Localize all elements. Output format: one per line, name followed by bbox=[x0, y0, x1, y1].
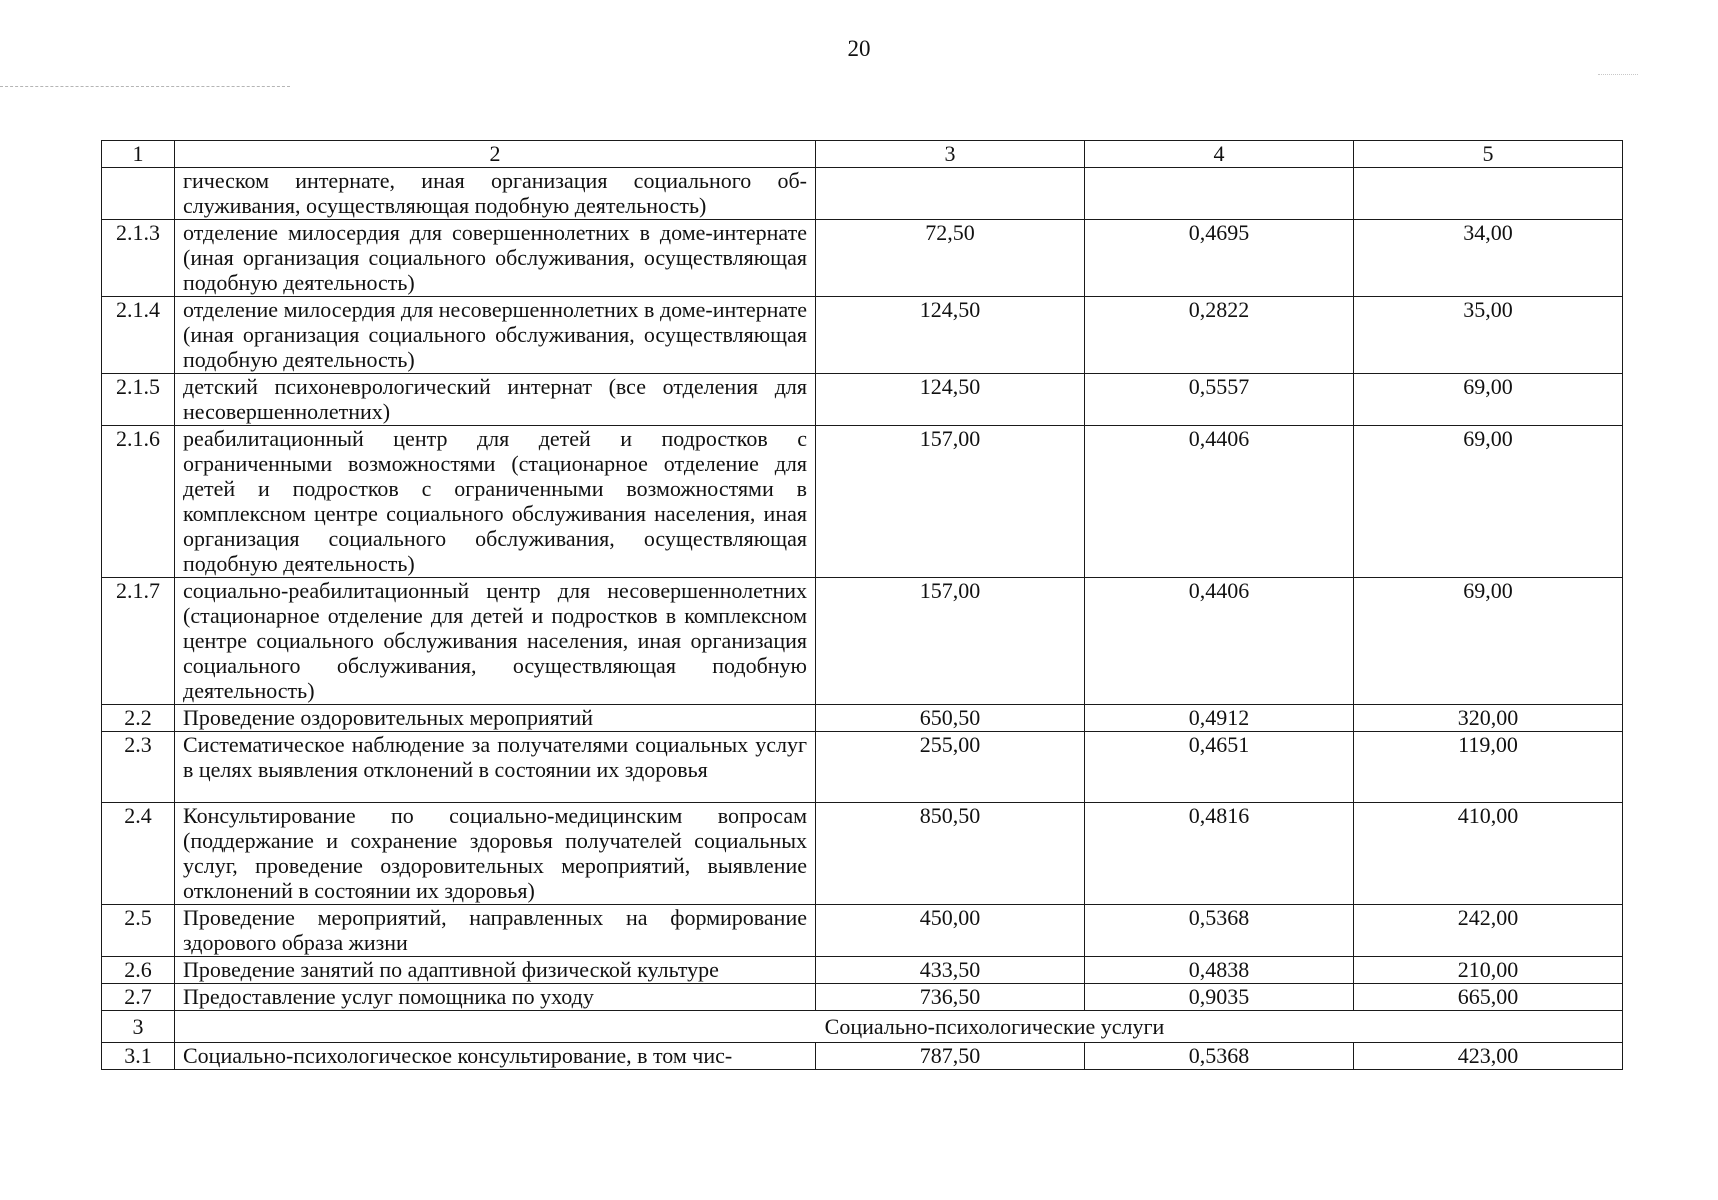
row-number: 2.7 bbox=[102, 984, 175, 1011]
table-row bbox=[102, 426, 1623, 578]
table-row bbox=[102, 732, 1623, 803]
row-value-col5: 410,00 bbox=[1354, 803, 1623, 905]
row-description: гическом интернате, иная организация социального об-служивания, осуществляющая подобную деятельность) bbox=[175, 168, 816, 220]
column-header: 5 bbox=[1354, 141, 1623, 168]
row-number: 2.1.5 bbox=[102, 374, 175, 426]
row-value-col4: 0,4406 bbox=[1085, 426, 1354, 578]
column-header: 2 bbox=[175, 141, 816, 168]
row-value-col5: 320,00 bbox=[1354, 705, 1623, 732]
row-value-col4: 0,4651 bbox=[1085, 732, 1354, 803]
row-value-col4: 0,4695 bbox=[1085, 220, 1354, 297]
row-description: Предоставление услуг помощника по уходу bbox=[175, 984, 816, 1011]
column-header: 1 bbox=[102, 141, 175, 168]
row-description: отделение милосердия для несовершеннолетних в доме-интернате (иная организация социального обслуживания, осуществляющая подобную деятельность) bbox=[175, 297, 816, 374]
row-description: Социально-психологическое консультирование, в том чис- bbox=[175, 1043, 816, 1070]
row-value-col5: 242,00 bbox=[1354, 905, 1623, 957]
table-row bbox=[102, 705, 1623, 732]
table-header-row bbox=[102, 141, 1623, 168]
row-value-col3: 157,00 bbox=[816, 578, 1085, 705]
table-row bbox=[102, 297, 1623, 374]
row-value-col4: 0,9035 bbox=[1085, 984, 1354, 1011]
row-value-col4: 0,4816 bbox=[1085, 803, 1354, 905]
table-row bbox=[102, 374, 1623, 426]
row-description: Проведение мероприятий, направленных на формирование здорового образа жизни bbox=[175, 905, 816, 957]
row-value-col4: 0,5368 bbox=[1085, 905, 1354, 957]
row-number: 2.1.4 bbox=[102, 297, 175, 374]
column-header: 3 bbox=[816, 141, 1085, 168]
row-number: 3.1 bbox=[102, 1043, 175, 1070]
row-number: 2.5 bbox=[102, 905, 175, 957]
row-value-col3: 736,50 bbox=[816, 984, 1085, 1011]
row-value-col4: 0,4406 bbox=[1085, 578, 1354, 705]
row-value-col5: 119,00 bbox=[1354, 732, 1623, 803]
tariff-table bbox=[101, 140, 1623, 1070]
scan-artifact-line bbox=[1598, 74, 1638, 75]
row-number: 2.6 bbox=[102, 957, 175, 984]
scan-artifact-line bbox=[0, 86, 290, 87]
row-description: Проведение оздоровительных мероприятий bbox=[175, 705, 816, 732]
row-value-col3: 157,00 bbox=[816, 426, 1085, 578]
row-value-col3: 650,50 bbox=[816, 705, 1085, 732]
row-description: реабилитационный центр для детей и подростков с ограниченными возможностями (стационарное отделение для детей и подростков с ограниченными возможностями в комплексном центре социального обслуживания населения, иная организация социального обслуживания, осуществляющая подобную деятельность) bbox=[175, 426, 816, 578]
row-value-col5: 35,00 bbox=[1354, 297, 1623, 374]
table-row bbox=[102, 984, 1623, 1011]
row-value-col4: 0,4838 bbox=[1085, 957, 1354, 984]
row-description: детский психоневрологический интернат (все отделения для несовершеннолетних) bbox=[175, 374, 816, 426]
row-description: социально-реабилитационный центр для несовершеннолетних (стационарное отделение для детей и подростков в комплексном центре социального обслуживания населения, иная организация социального обслуживания, осуществляющая подобную деятельность) bbox=[175, 578, 816, 705]
section-title: Социально-психологические услуги bbox=[175, 1011, 1623, 1043]
table-row bbox=[102, 1043, 1623, 1070]
row-value-col4 bbox=[1085, 168, 1354, 220]
row-value-col4: 0,2822 bbox=[1085, 297, 1354, 374]
row-number: 2.1.7 bbox=[102, 578, 175, 705]
table-row bbox=[102, 803, 1623, 905]
row-value-col5 bbox=[1354, 168, 1623, 220]
row-description: Систематическое наблюдение за получателями социальных услуг в целях выявления отклонений в состоянии их здоровья bbox=[175, 732, 816, 803]
row-value-col3: 72,50 bbox=[816, 220, 1085, 297]
row-value-col3: 255,00 bbox=[816, 732, 1085, 803]
row-value-col3: 850,50 bbox=[816, 803, 1085, 905]
row-value-col3: 124,50 bbox=[816, 297, 1085, 374]
row-number: 2.1.3 bbox=[102, 220, 175, 297]
table-row bbox=[102, 168, 1623, 220]
page-number: 20 bbox=[847, 36, 871, 61]
row-number bbox=[102, 168, 175, 220]
row-value-col3: 787,50 bbox=[816, 1043, 1085, 1070]
row-number: 2.1.6 bbox=[102, 426, 175, 578]
row-value-col5: 69,00 bbox=[1354, 374, 1623, 426]
table-row bbox=[102, 578, 1623, 705]
column-header: 4 bbox=[1085, 141, 1354, 168]
row-description: Консультирование по социально-медицинским вопросам (поддержание и сохранение здоровья получателей социальных услуг, проведение оздоровительных мероприятий, выявление отклонений в состоянии их здоровья) bbox=[175, 803, 816, 905]
table-row bbox=[102, 905, 1623, 957]
row-value-col3: 124,50 bbox=[816, 374, 1085, 426]
row-value-col3: 433,50 bbox=[816, 957, 1085, 984]
row-value-col4: 0,4912 bbox=[1085, 705, 1354, 732]
section-row bbox=[102, 1011, 1623, 1043]
row-value-col5: 69,00 bbox=[1354, 426, 1623, 578]
row-value-col3: 450,00 bbox=[816, 905, 1085, 957]
row-number: 2.3 bbox=[102, 732, 175, 803]
row-description: Проведение занятий по адаптивной физической культуре bbox=[175, 957, 816, 984]
row-value-col3 bbox=[816, 168, 1085, 220]
section-number: 3 bbox=[102, 1011, 175, 1043]
table-row bbox=[102, 220, 1623, 297]
row-value-col4: 0,5368 bbox=[1085, 1043, 1354, 1070]
row-value-col4: 0,5557 bbox=[1085, 374, 1354, 426]
table-row bbox=[102, 957, 1623, 984]
row-number: 2.2 bbox=[102, 705, 175, 732]
row-value-col5: 423,00 bbox=[1354, 1043, 1623, 1070]
row-value-col5: 69,00 bbox=[1354, 578, 1623, 705]
row-value-col5: 210,00 bbox=[1354, 957, 1623, 984]
row-description: отделение милосердия для совершеннолетних в доме-интернате (иная организация социального обслуживания, осуществляющая подобную деятельность) bbox=[175, 220, 816, 297]
row-value-col5: 34,00 bbox=[1354, 220, 1623, 297]
row-value-col5: 665,00 bbox=[1354, 984, 1623, 1011]
row-number: 2.4 bbox=[102, 803, 175, 905]
